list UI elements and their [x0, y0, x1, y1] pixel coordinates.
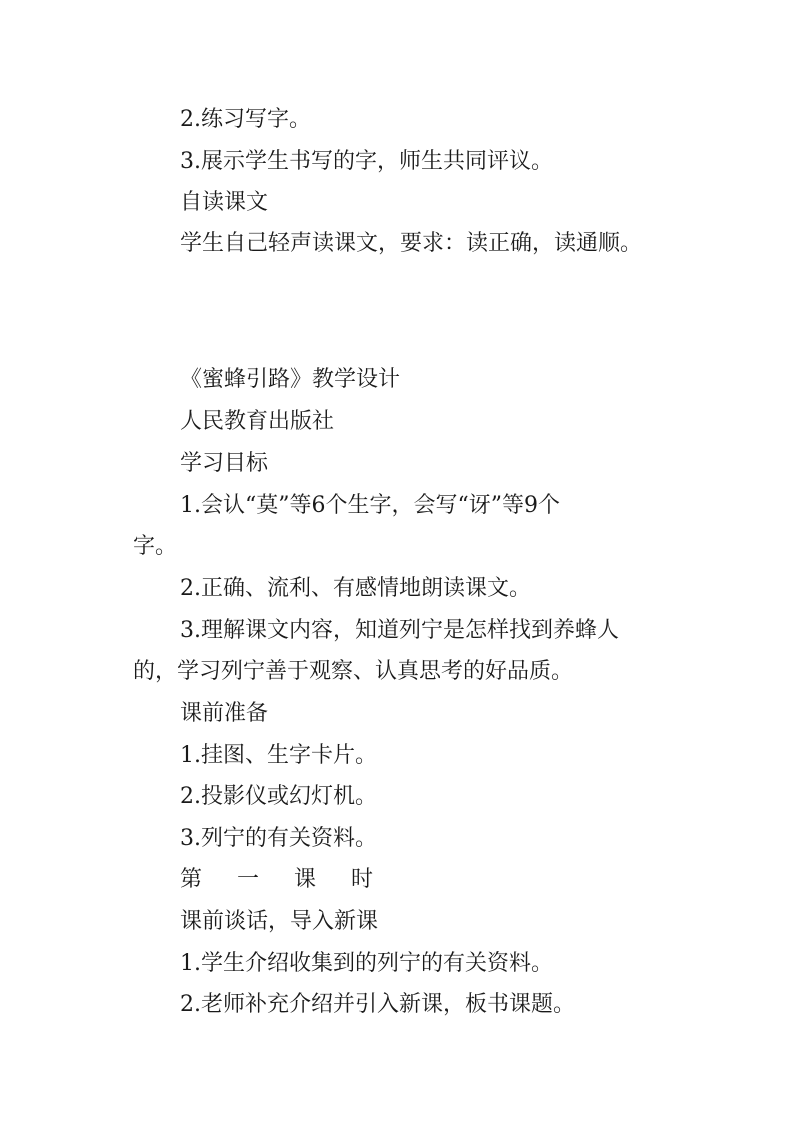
- goal-1-line-2: 字。: [133, 534, 178, 559]
- paragraph-display-writing: 3.展示学生书写的字，师生共同评议。: [180, 149, 553, 174]
- document-title: 《蜜蜂引路》教学设计: [180, 367, 401, 392]
- goal-1-line-1: 1.会认“莫”等6个生字，会写“讶”等9个: [180, 493, 560, 518]
- publisher-name: 人民教育出版社: [180, 409, 335, 434]
- prep-item-2: 2.投影仪或幻灯机。: [180, 784, 377, 809]
- heading-learning-goals: 学习目标: [180, 451, 269, 476]
- heading-self-reading: 自读课文: [180, 190, 269, 215]
- paragraph-practice-writing: 2.练习写字。: [180, 107, 311, 132]
- paragraph-self-reading: 学生自己轻声读课文，要求：读正确，读通顺。: [180, 231, 643, 256]
- heading-first-period: 第 一 课 时: [180, 867, 387, 892]
- goal-3-line-1: 3.理解课文内容，知道列宁是怎样找到养蜂人: [180, 618, 619, 643]
- prep-item-3: 3.列宁的有关资料。: [180, 826, 377, 851]
- heading-intro-talk: 课前谈话，导入新课: [180, 909, 379, 934]
- prep-item-1: 1.挂图、生字卡片。: [180, 743, 377, 768]
- intro-step-1: 1.学生介绍收集到的列宁的有关资料。: [180, 951, 553, 976]
- goal-2: 2.正确、流利、有感情地朗读课文。: [180, 576, 531, 601]
- heading-preparation: 课前准备: [180, 701, 269, 726]
- intro-step-2: 2.老师补充介绍并引入新课，板书课题。: [180, 992, 575, 1017]
- goal-3-line-2: 的，学习列宁善于观察、认真思考的好品质。: [133, 659, 574, 684]
